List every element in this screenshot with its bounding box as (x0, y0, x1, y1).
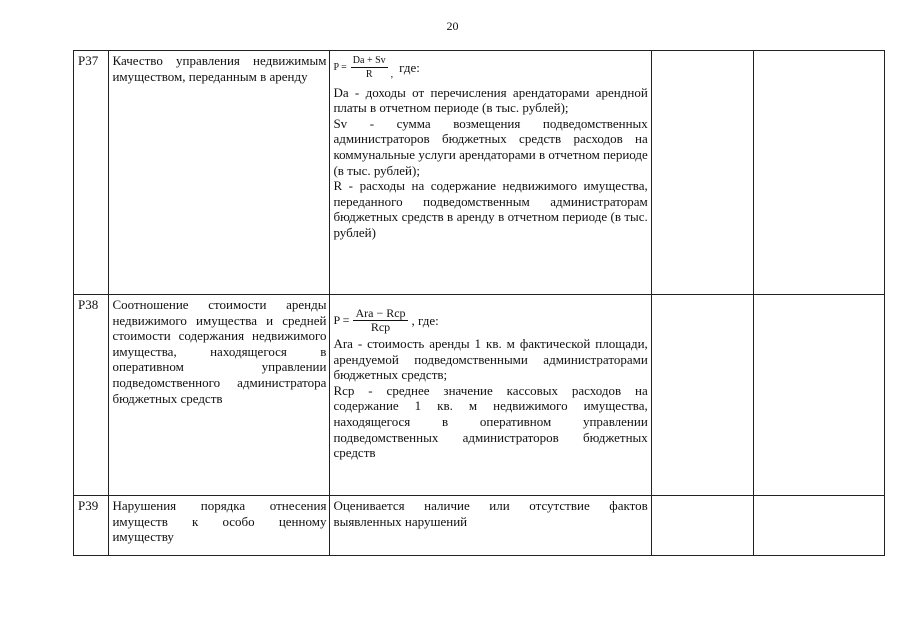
indicator-name: Нарушения порядка отнесения имуществ к особо ценному имуществу (109, 496, 330, 556)
indicator-code: Р37 (74, 51, 109, 295)
indicator-name: Соотношение стоимости аренды недвижимого имущества и средней стоимости содержания недвижимого имущества, находящегося в оперативном управлении подведомственного администратора бюджетных средств (109, 295, 330, 496)
definition-rcp: Rcp - среднее значение кассовых расходов на содержание 1 кв. м недвижимого имущества, находящегося в оперативном управлении подведомственных администраторов бюджетных средств (333, 382, 648, 461)
formula-lhs: P = (333, 312, 350, 327)
indicator-name: Качество управления недвижимым имуществом, переданным в аренду (109, 51, 330, 295)
indicator-code: Р39 (74, 496, 109, 556)
calculation-method: Оценивается наличие или отсутствие фактов выявленных нарушений (330, 496, 651, 556)
page-number: 20 (446, 19, 459, 33)
formula-denominator: Rcp (370, 320, 391, 334)
indicator-code: Р38 (74, 295, 109, 496)
table-row (74, 496, 885, 556)
formula-comma: , (390, 69, 394, 80)
calculation-method (330, 295, 651, 496)
formula-lhs: P = (333, 62, 347, 73)
table-row (74, 295, 885, 496)
value-cell (651, 496, 753, 556)
table-row (74, 51, 885, 295)
value-cell (754, 496, 885, 556)
calculation-method (330, 51, 651, 295)
formula-fraction (353, 307, 407, 334)
formula-fraction (351, 54, 388, 81)
value-cell (754, 51, 885, 295)
definition-da: Da - доходы от перечисления арендаторами арендной платы в отчетном периоде (в тыс. рублей); (333, 84, 648, 116)
formula-where: где: (399, 60, 420, 75)
formula (333, 307, 647, 334)
formula-numerator: Da + Sv (352, 55, 386, 67)
value-cell (651, 51, 753, 295)
formula (333, 53, 647, 83)
indicators-table (73, 50, 885, 556)
formula-numerator: Ara − Rcp (355, 306, 406, 320)
value-cell (754, 295, 885, 496)
value-cell (651, 295, 753, 496)
formula-denominator: R (365, 69, 373, 81)
definition-r: R - расходы на содержание недвижимого имущества, переданного подведомственным администраторам бюджетных средств в аренду в отчетном периоде (в тыс. рублей) (333, 178, 648, 240)
definition-ara: Ara - стоимость аренды 1 кв. м фактической площади, арендуемой подведомственными администраторами бюджетных средств; (333, 336, 648, 383)
definition-sv: Sv - сумма возмещения подведомственных администраторов бюджетных средств расходов на коммунальные услуги арендаторами в отчетном периоде (в тыс. рублей); (333, 115, 648, 178)
formula-where: , где: (411, 312, 439, 328)
